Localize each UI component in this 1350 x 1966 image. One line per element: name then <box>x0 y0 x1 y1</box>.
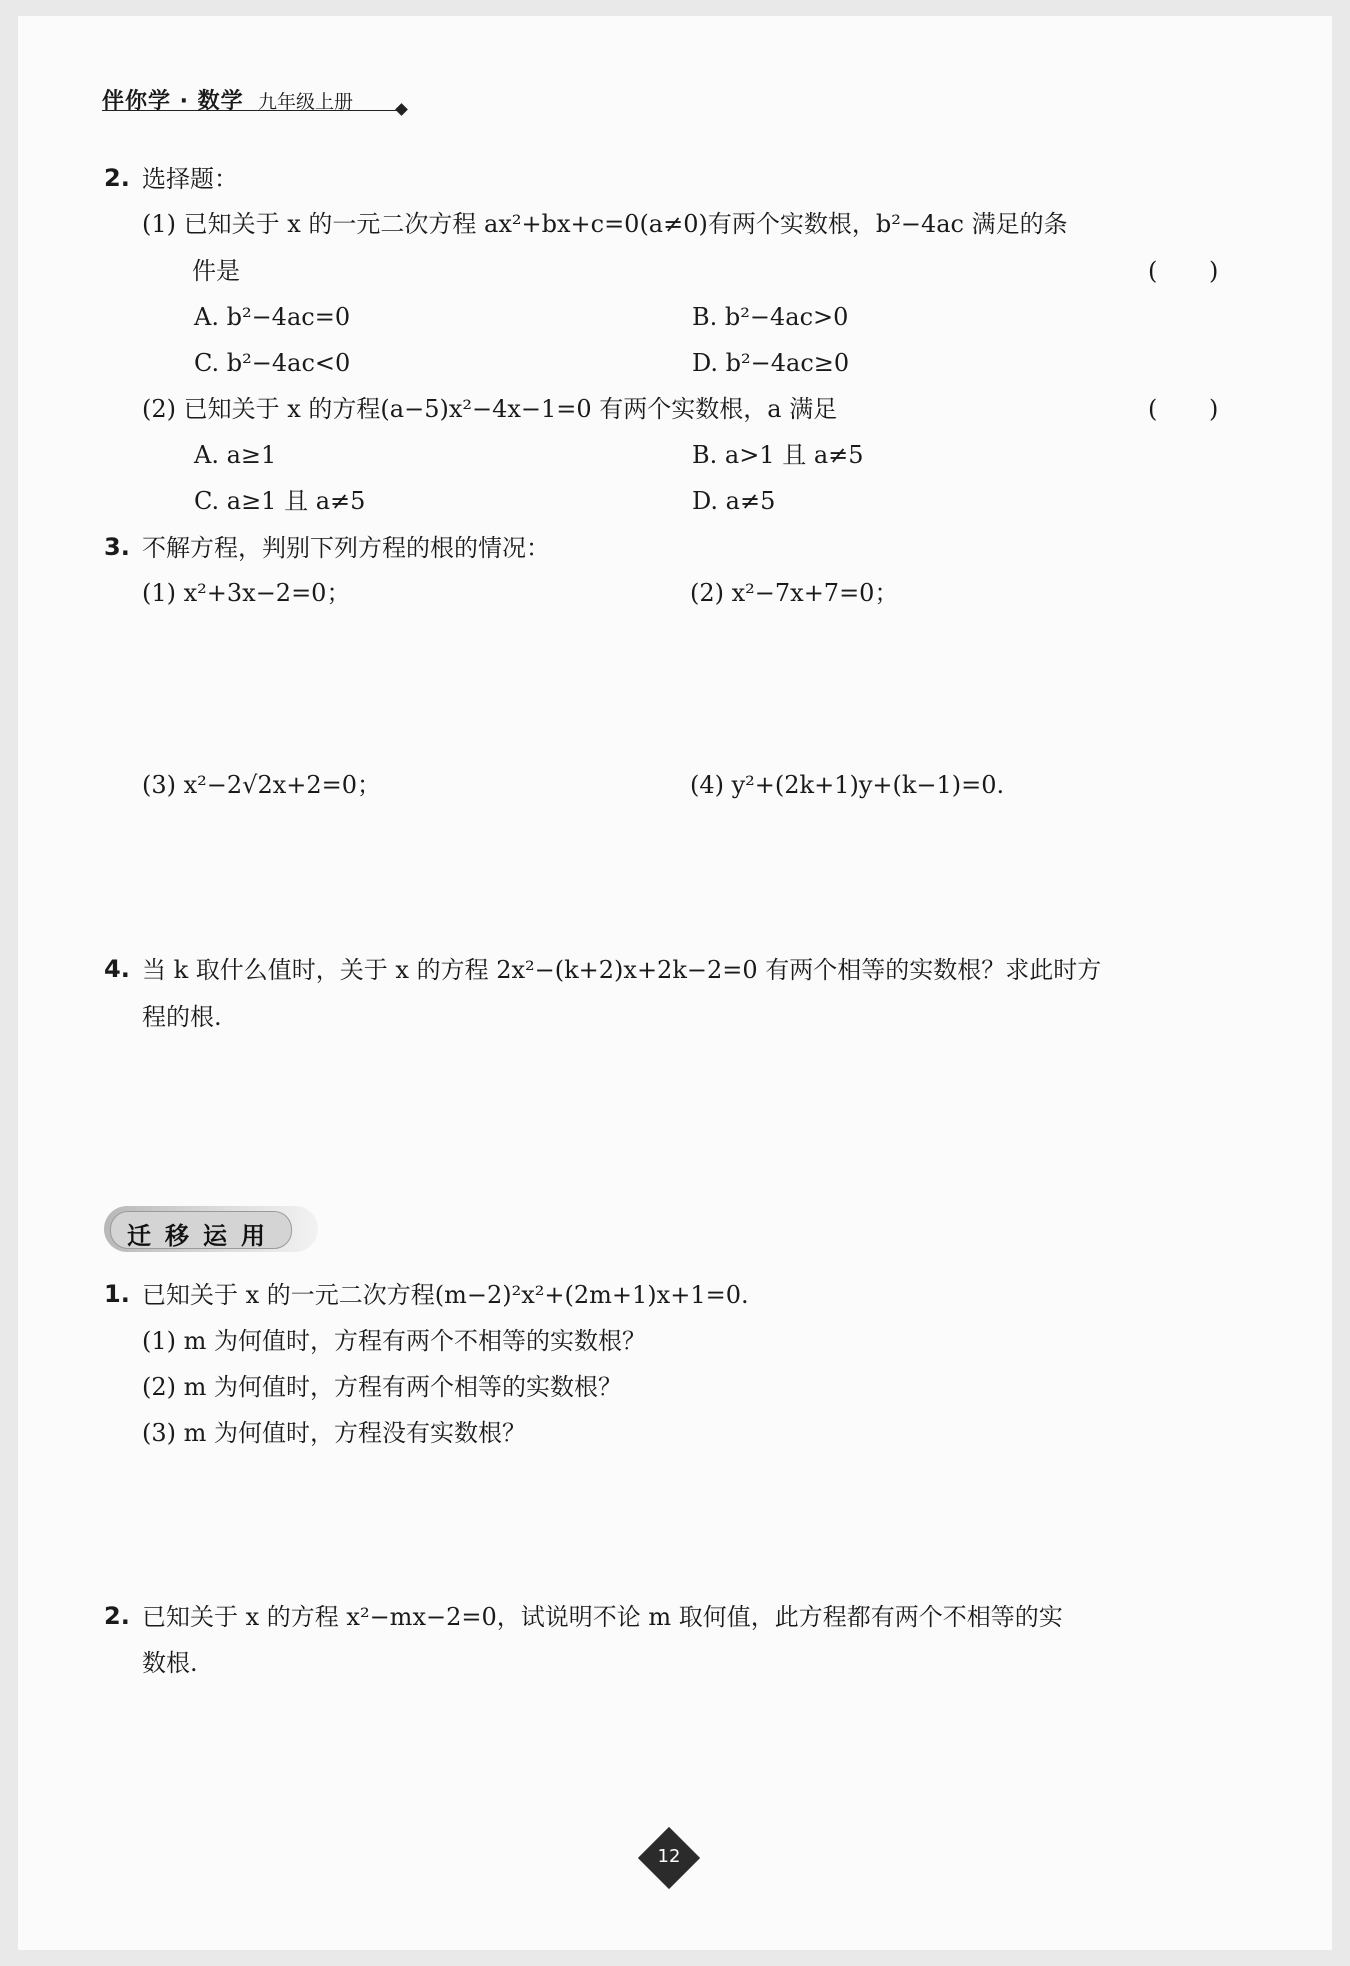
section-badge <box>104 1206 318 1252</box>
option-b[interactable]: B. b²−4ac>0 <box>692 303 849 331</box>
book-title: 伴你学 · 数学 <box>102 89 244 114</box>
sub-question: (2) m 为何值时，方程有两个相等的实数根？ <box>142 1373 623 1401</box>
question-text: 数根. <box>142 1649 198 1677</box>
question-number: 4. <box>104 955 130 983</box>
question-text: 当 k 取什么值时，关于 x 的方程 2x²−(k+2)x+2k−2=0 有两个相等的实数根？求此时方 <box>142 956 1102 984</box>
question-number: 3. <box>104 533 130 561</box>
option-b[interactable]: B. a>1 且 a≠5 <box>692 441 864 469</box>
option-a[interactable]: A. a≥1 <box>194 441 277 469</box>
page-number: 12 <box>657 1846 681 1867</box>
option-a[interactable]: A. b²−4ac=0 <box>194 303 351 331</box>
sub-question: (1) m 为何值时，方程有两个不相等的实数根？ <box>142 1327 647 1355</box>
book-subtitle: 九年级上册 <box>258 91 354 113</box>
question-number: 2. <box>104 1602 130 1630</box>
option-c[interactable]: C. a≥1 且 a≠5 <box>194 487 366 515</box>
option-d[interactable]: D. b²−4ac≥0 <box>692 349 850 377</box>
sub-question: (4) y²+(2k+1)y+(k−1)=0. <box>690 771 1005 799</box>
section-title: 迁移运用 <box>127 1222 279 1250</box>
option-d[interactable]: D. a≠5 <box>692 487 776 515</box>
answer-bracket[interactable]: ( ) <box>1148 395 1241 423</box>
sub-question: (1) x²+3x−2=0； <box>142 579 351 607</box>
question-title: 选择题： <box>142 165 238 193</box>
header-rule <box>102 110 404 111</box>
question-title: 不解方程，判别下列方程的根的情况： <box>142 534 550 562</box>
sub-question: (3) m 为何值时，方程没有实数根？ <box>142 1419 527 1447</box>
question-text: 已知关于 x 的一元二次方程(m−2)²x²+(2m+1)x+1=0. <box>142 1281 749 1309</box>
question-text: 程的根. <box>142 1003 222 1031</box>
answer-bracket[interactable]: ( ) <box>1148 257 1241 285</box>
question-number: 1. <box>104 1280 130 1308</box>
sub-question: (3) x²−2√2x+2=0； <box>142 771 382 799</box>
sub-question: (2) x²−7x+7=0； <box>690 579 899 607</box>
question-text: (2) 已知关于 x 的方程(a−5)x²−4x−1=0 有两个实数根，a 满足 <box>142 395 838 423</box>
question-text: 已知关于 x 的方程 x²−mx−2=0，试说明不论 m 取何值，此方程都有两个不相等的实 <box>142 1603 1063 1631</box>
section-badge-inner <box>110 1211 292 1249</box>
question-text: (1) 已知关于 x 的一元二次方程 ax²+bx+c=0(a≠0)有两个实数根，b²−4ac 满足的条 <box>142 210 1068 238</box>
option-c[interactable]: C. b²−4ac<0 <box>194 349 351 377</box>
question-number: 2. <box>104 164 130 192</box>
question-text: 件是 <box>192 257 240 285</box>
